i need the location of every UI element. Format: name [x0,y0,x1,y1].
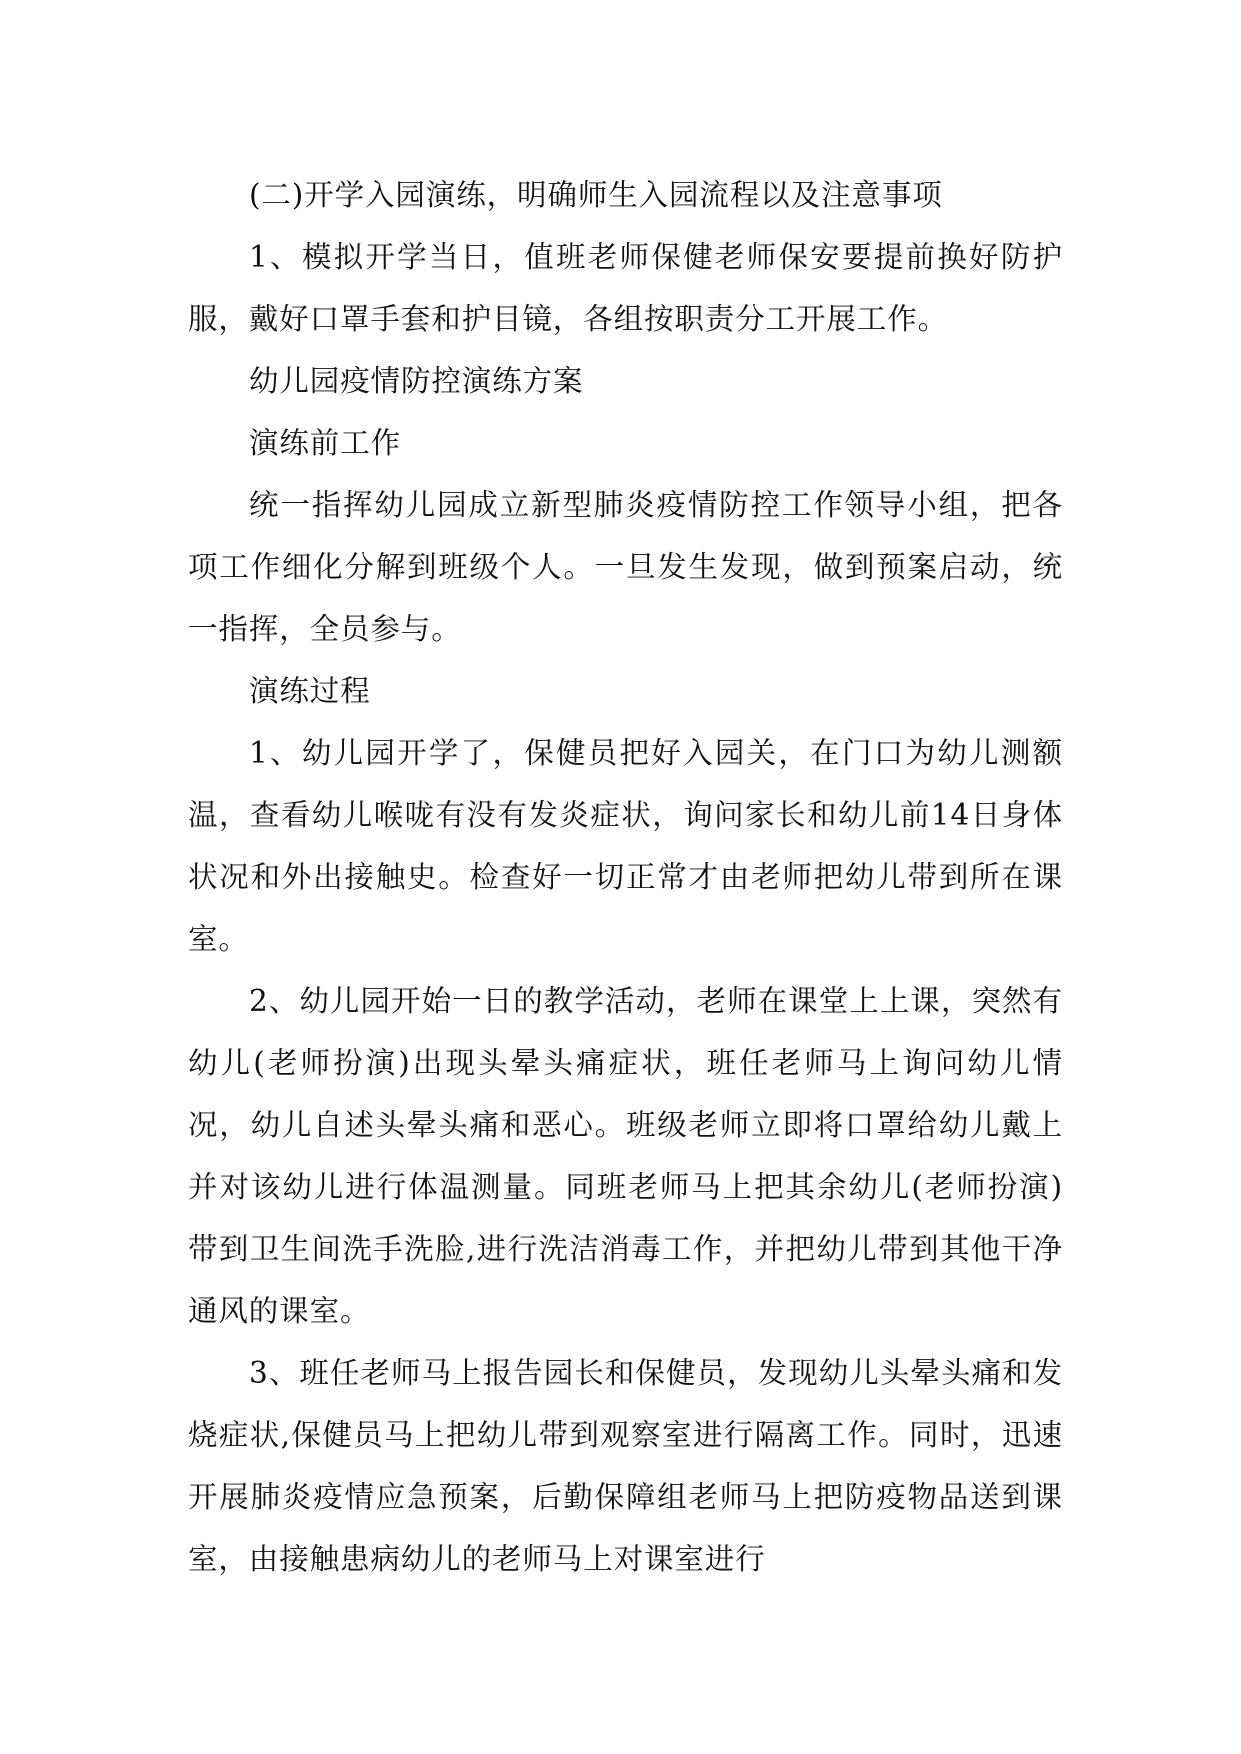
section-heading-drill-process: 演练过程 [249,674,371,708]
paragraph-step-1: 1、幼儿园开学了，保健员把好入园关，在门口为幼儿测额温，查看幼儿喉咙有没有发炎症状，询问家长和幼儿前14日身体状况和外出接触史。检查好一切正常才由老师把幼儿带到所在课室。 [188,736,1063,956]
plan-title: 幼儿园疫情防控演练方案 [249,364,584,398]
document-body [188,164,1063,1590]
paragraph-step-2: 2、幼儿园开始一日的教学活动，老师在课堂上上课，突然有幼儿(老师扮演)出现头晕头痛症状，班任老师马上询问幼儿情况，幼儿自述头晕头痛和恶心。班级老师立即将口罩给幼儿戴上并对该幼儿进行体温测量。同班老师马上把其余幼儿(老师扮演)带到卫生间洗手洗脸,进行洗洁消毒工作，并把幼儿带到其他干净通风的课室。 [188,984,1063,1328]
section-heading-opening-drill: (二)开学入园演练，明确师生入园流程以及注意事项 [249,178,943,212]
paragraph-leadership-group: 统一指挥幼儿园成立新型肺炎疫情防控工作领导小组，把各项工作细化分解到班级个人。一旦发生发现，做到预案启动，统一指挥，全员参与。 [188,488,1063,646]
paragraph-step-3: 3、班任老师马上报告园长和保健员，发现幼儿头晕头痛和发烧症状,保健员马上把幼儿带到观察室进行隔离工作。同时，迅速开展肺炎疫情应急预案，后勤保障组老师马上把防疫物品送到课室，由接触患病幼儿的老师马上对课室进行 [188,1356,1063,1576]
section-heading-pre-drill: 演练前工作 [249,426,402,460]
paragraph-protective-gear: 1、模拟开学当日，值班老师保健老师保安要提前换好防护服，戴好口罩手套和护目镜，各组按职责分工开展工作。 [188,240,1063,336]
